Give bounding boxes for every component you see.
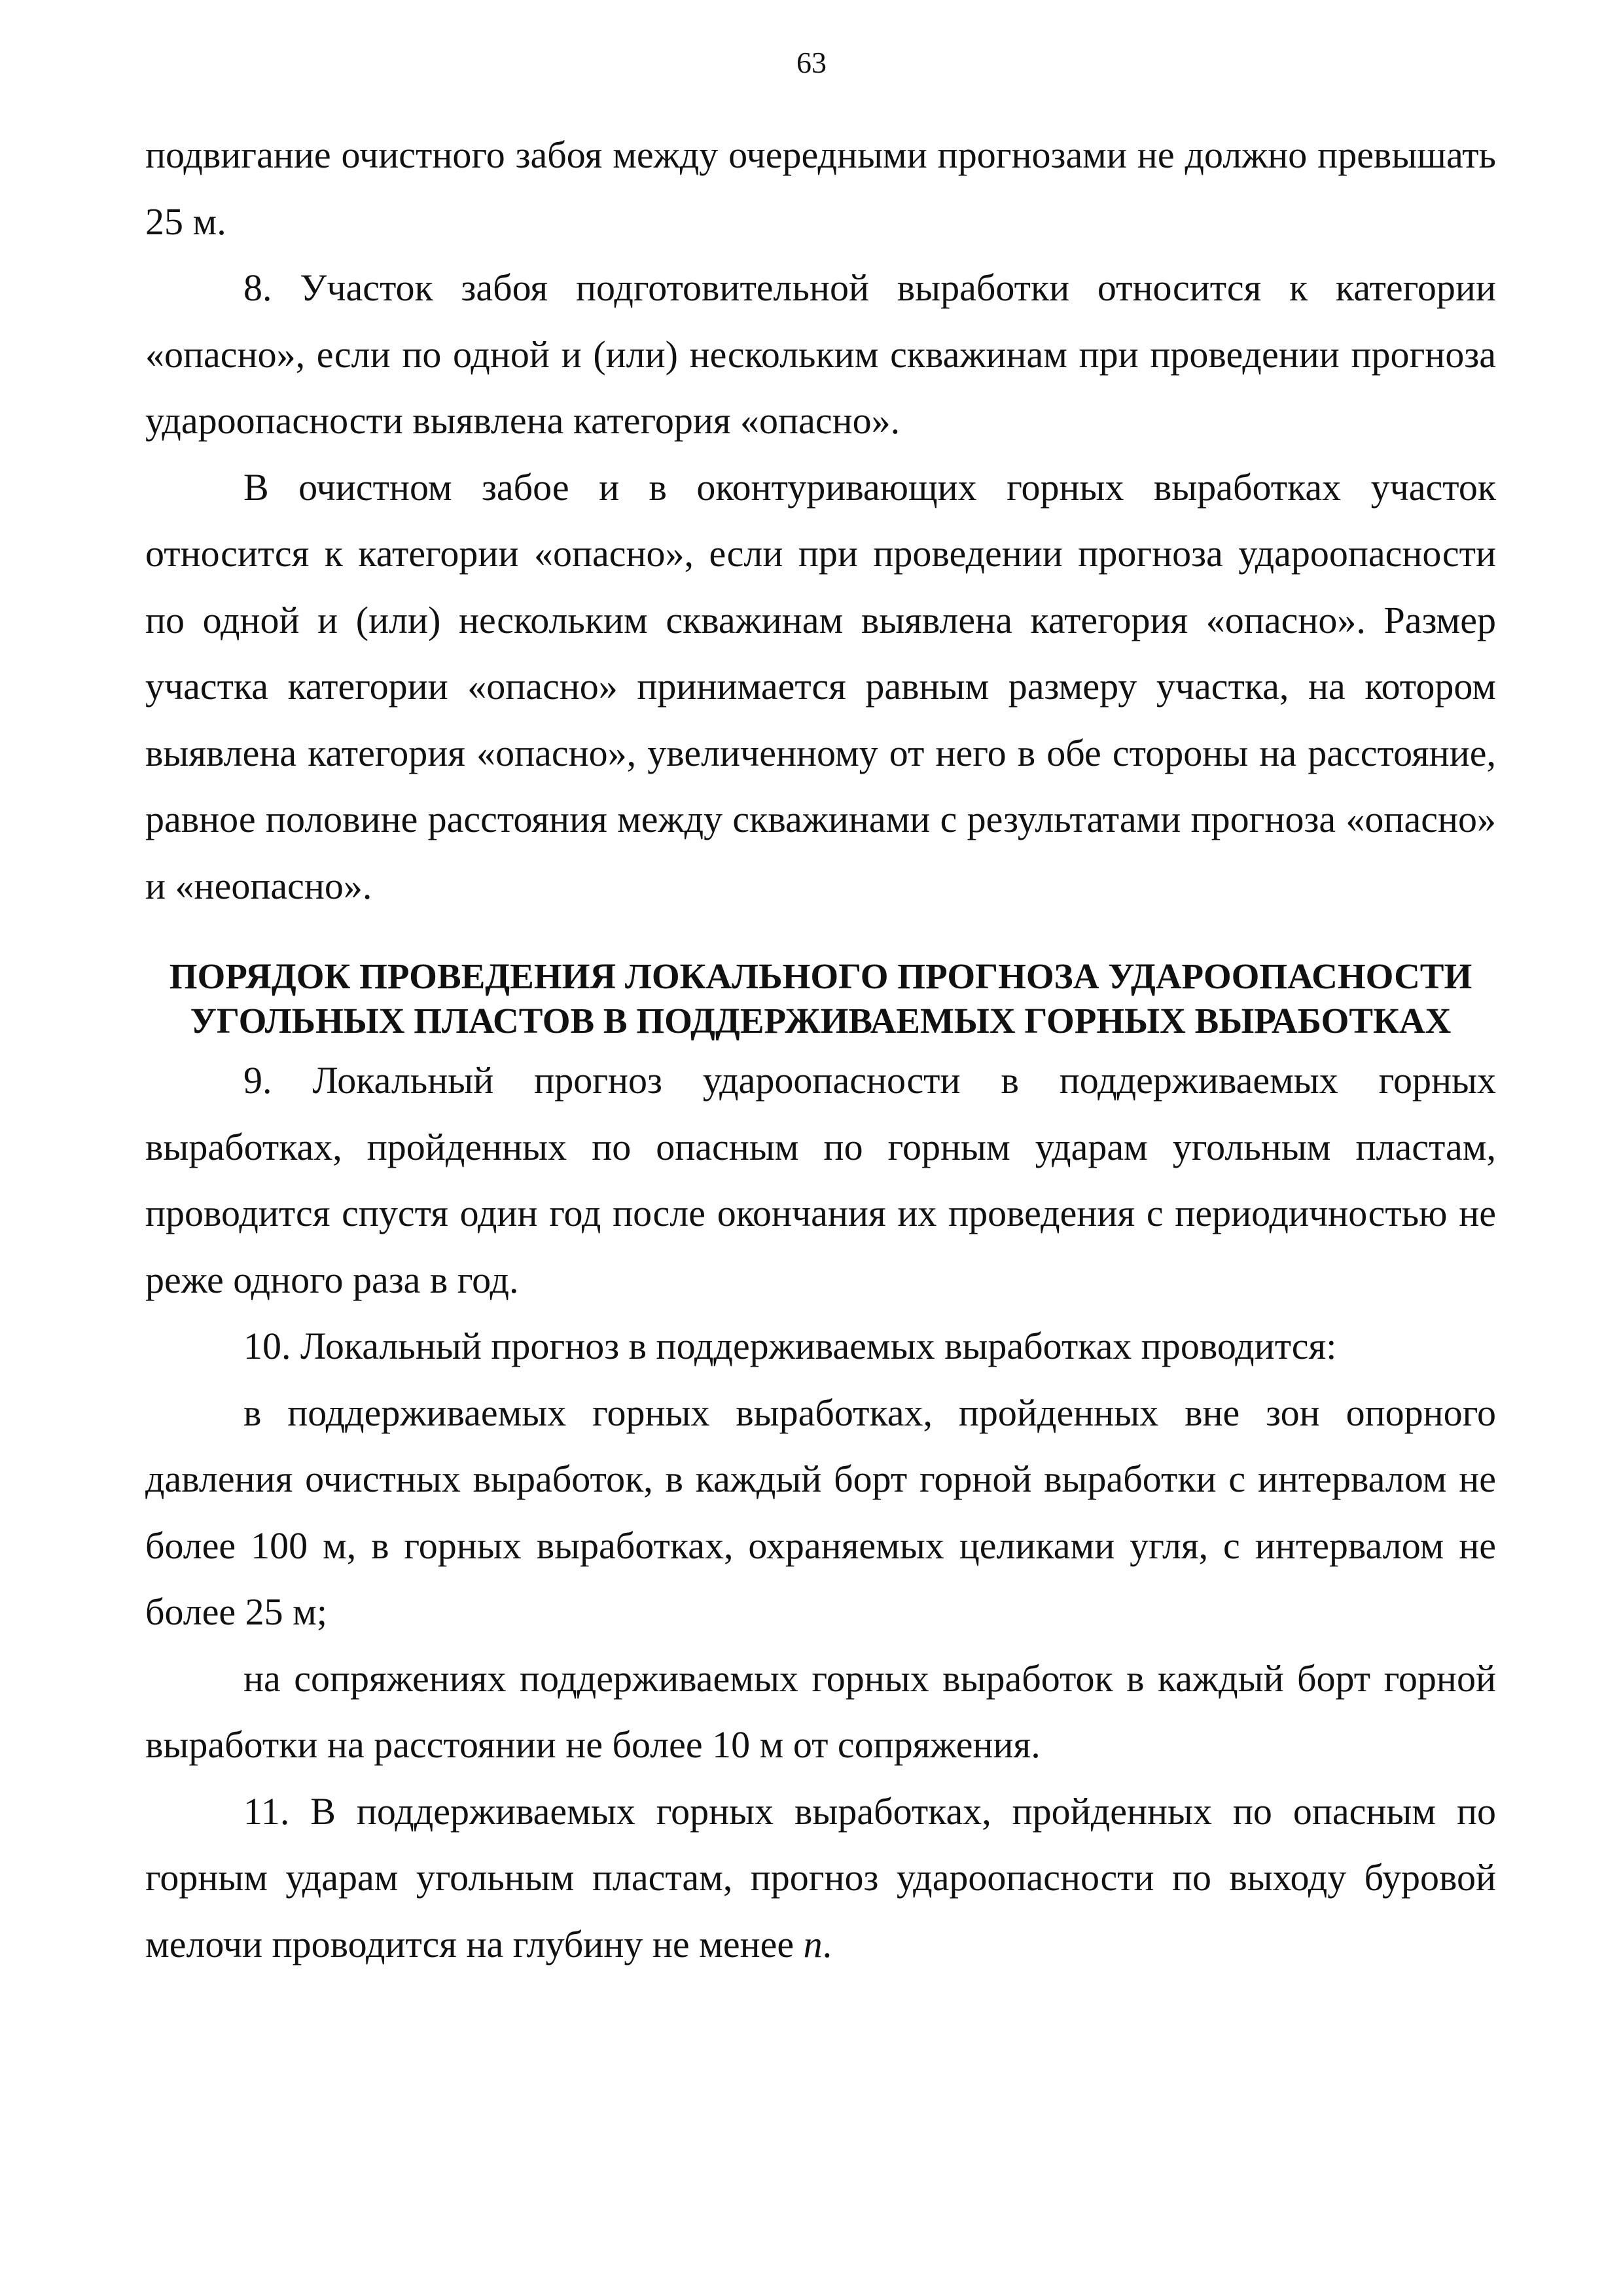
section-heading-line-2: УГОЛЬНЫХ ПЛАСТОВ В ПОДДЕРЖИВАЕМЫХ ГОРНЫХ ВЫРАБОТКАХ bbox=[190, 1001, 1452, 1041]
paragraph-item-10-subitem-1: в поддерживаемых горных выработках, пройденных вне зон опорного давления очистных выработок, в каждый борт горной выработки с интервалом не более 100 м, в горных выработках, охраняемых целиками угля, с интервалом не более 25 м; bbox=[145, 1391, 1496, 1633]
paragraph-item-10-subitem-2: на сопряжениях поддерживаемых горных выработок в каждый борт горной выработки на расстоянии не более 10 м от сопряжения. bbox=[145, 1657, 1496, 1766]
paragraph-item-11-text: 11. В поддерживаемых горных выработках, пройденных по опасным по горным ударам угольным пластам, прогноз удароопасности по выходу буровой мелочи проводится на глубину не менее bbox=[145, 1789, 1496, 1965]
depth-variable: n bbox=[803, 1922, 823, 1965]
paragraph-item-11-end: . bbox=[822, 1922, 832, 1965]
paragraph-continuation: подвигание очистного забоя между очередными прогнозами не должно превышать 25 м. bbox=[145, 134, 1496, 243]
paragraph-item-9: 9. Локальный прогноз удароопасности в поддерживаемых горных выработках, пройденных по опасным по горным ударам угольным пластам, проводится спустя один год после окончания их проведения с периодичностью не реже одного раза в год. bbox=[145, 1059, 1496, 1301]
document-body bbox=[145, 122, 1496, 1977]
paragraph-item-10: 10. Локальный прогноз в поддерживаемых выработках проводится: bbox=[243, 1325, 1337, 1367]
section-heading-line-1: ПОРЯДОК ПРОВЕДЕНИЯ ЛОКАЛЬНОГО ПРОГНОЗА УДАРООПАСНОСТИ bbox=[169, 956, 1472, 996]
section-heading bbox=[145, 954, 1496, 1043]
paragraph-dangerous-zone: В очистном забое и в оконтуривающих горных выработках участок относится к категории «опасно», если при проведении прогноза удароопасности по одной и (или) нескольким скважинам выявлена категория «опасно». Размер участка категории «опасно» принимается равным размеру участка, на котором выявлена категория «опасно», увеличенному от него в обе стороны на расстояние, равное половине расстояния между скважинами с результатами прогноза «опасно» и «неопасно». bbox=[145, 465, 1496, 907]
paragraph-item-11 bbox=[145, 1778, 1496, 1978]
paragraph-item-8: 8. Участок забоя подготовительной выработки относится к категории «опасно», если по одной и (или) нескольким скважинам при проведении прогноза удароопасности выявлена категория «опасно». bbox=[145, 266, 1496, 442]
page-number: 63 bbox=[796, 46, 827, 79]
